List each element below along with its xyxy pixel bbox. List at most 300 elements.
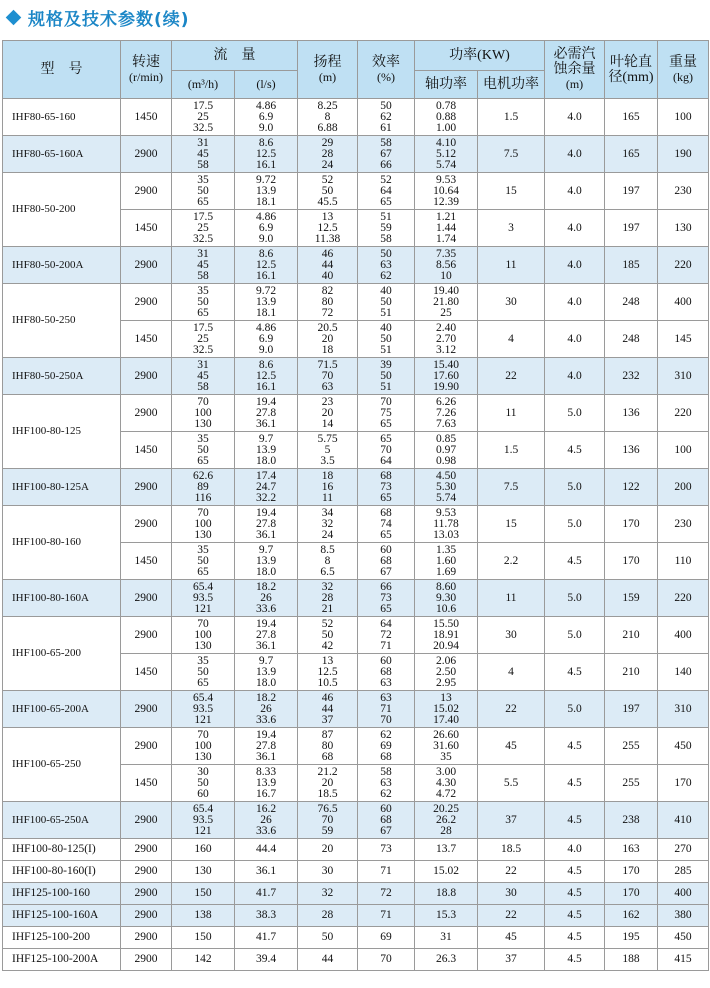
head-cell: 44 (298, 949, 358, 971)
efficiency-cell: 70 (358, 949, 415, 971)
shaft-power-value: 10.64 (433, 184, 459, 197)
flow-m3h-value: 35 (197, 543, 209, 556)
impeller-cell: 136 (605, 432, 658, 469)
head-value: 24 (321, 528, 334, 541)
efficiency-value: 50 (380, 99, 392, 112)
shaft-power-value: 11.78 (433, 517, 459, 530)
flow-m3h-cell (172, 617, 235, 654)
shaft-power-cell (415, 136, 478, 173)
model-cell: IHF80-50-200A (3, 247, 121, 284)
model-cell: IHF100-80-125A (3, 469, 121, 506)
model-cell: IHF100-80-160 (3, 506, 121, 580)
flow-m3h-value: 32.5 (192, 343, 214, 356)
head-value: 13 (321, 654, 334, 667)
efficiency-value: 69 (380, 739, 392, 752)
shaft-power-value: 4.10 (435, 136, 457, 149)
table-row (3, 802, 709, 839)
efficiency-cell (358, 691, 415, 728)
efficiency-value: 68 (380, 506, 392, 519)
flow-m3h-value: 93.5 (192, 702, 214, 715)
efficiency-value: 67 (380, 565, 392, 578)
shaft-power-value: 4.50 (435, 469, 457, 482)
shaft-power-cell (415, 321, 478, 358)
npsh-cell: 4.5 (545, 861, 605, 883)
head-value: 63 (321, 380, 334, 393)
flow-m3h-value: 93.5 (192, 591, 214, 604)
flow-m3h-cell (172, 247, 235, 284)
motor-power-cell: 2.2 (478, 543, 545, 580)
shaft-power-value: 28 (440, 824, 452, 837)
motor-power-cell: 37 (478, 949, 545, 971)
flow-ls-value: 18.0 (255, 676, 277, 689)
head-value: 72 (321, 306, 334, 319)
head-value: 12.5 (317, 665, 338, 678)
head-cell (298, 395, 358, 432)
flow-ls-value: 18.1 (255, 195, 277, 208)
flow-m3h-value: 35 (197, 173, 209, 186)
flow-ls-value: 26 (260, 702, 272, 715)
head-value: 45.5 (317, 195, 338, 208)
head-value: 50 (321, 628, 334, 641)
flow-ls-value: 4.86 (255, 99, 277, 112)
flow-m3h-value: 32.5 (192, 121, 214, 134)
weight-cell: 400 (658, 617, 709, 654)
shaft-power-value: 0.98 (435, 454, 457, 467)
motor-power-cell: 18.5 (478, 839, 545, 861)
flow-m3h-value: 50 (197, 443, 209, 456)
speed-cell: 2900 (121, 617, 172, 654)
motor-power-cell: 22 (478, 905, 545, 927)
efficiency-value: 68 (380, 813, 392, 826)
speed-cell: 1450 (121, 99, 172, 136)
flow-ls-value: 18.2 (255, 580, 277, 593)
speed-cell: 2900 (121, 927, 172, 949)
flow-m3h-cell (172, 284, 235, 321)
head-value: 16 (321, 480, 334, 493)
weight-cell: 230 (658, 173, 709, 210)
flow-m3h-cell: 142 (172, 949, 235, 971)
shaft-power-cell: 13.7 (415, 839, 478, 861)
header-flow-ls: (l/s) (235, 71, 298, 99)
weight-cell: 130 (658, 210, 709, 247)
efficiency-value: 74 (380, 517, 392, 530)
weight-cell: 270 (658, 839, 709, 861)
flow-ls-cell (235, 580, 298, 617)
impeller-cell: 255 (605, 765, 658, 802)
flow-ls-value: 9.7 (258, 432, 274, 445)
head-value: 3.5 (320, 454, 335, 467)
flow-m3h-value: 121 (194, 713, 212, 726)
shaft-power-value: 1.69 (435, 565, 457, 578)
motor-power-cell: 22 (478, 358, 545, 395)
efficiency-cell (358, 432, 415, 469)
efficiency-value: 64 (380, 184, 392, 197)
efficiency-value: 50 (380, 247, 392, 260)
weight-cell: 380 (658, 905, 709, 927)
weight-cell: 200 (658, 469, 709, 506)
flow-m3h-cell (172, 765, 235, 802)
flow-ls-cell: 36.1 (235, 861, 298, 883)
motor-power-cell: 22 (478, 691, 545, 728)
header-speed-unit: (r/min) (129, 69, 163, 84)
diamond-bullet-icon (6, 9, 22, 25)
flow-m3h-value: 121 (194, 824, 212, 837)
weight-cell: 415 (658, 949, 709, 971)
header-npsh-unit: (m) (565, 77, 584, 91)
header-npsh-line2: 蚀余量 (553, 62, 596, 77)
efficiency-value: 64 (380, 454, 392, 467)
head-value: 8 (324, 110, 331, 123)
flow-ls-value: 13.9 (255, 554, 277, 567)
impeller-cell: 170 (605, 861, 658, 883)
motor-power-cell: 1.5 (478, 99, 545, 136)
efficiency-value: 64 (380, 617, 392, 630)
weight-cell: 100 (658, 99, 709, 136)
impeller-cell: 210 (605, 654, 658, 691)
shaft-power-value: 5.30 (435, 480, 457, 493)
flow-ls-value: 6.9 (258, 221, 274, 234)
head-value: 87 (321, 728, 334, 741)
speed-cell: 1450 (121, 432, 172, 469)
head-value: 20 (321, 332, 334, 345)
npsh-cell: 4.5 (545, 654, 605, 691)
weight-cell: 145 (658, 321, 709, 358)
flow-ls-value: 16.2 (255, 802, 277, 815)
flow-ls-value: 4.86 (255, 321, 277, 334)
speed-cell: 1450 (121, 654, 172, 691)
table-row (3, 358, 709, 395)
flow-ls-value: 26 (260, 591, 272, 604)
flow-m3h-value: 35 (197, 432, 209, 445)
flow-ls-value: 12.5 (255, 258, 277, 271)
impeller-cell: 210 (605, 617, 658, 654)
impeller-cell: 136 (605, 395, 658, 432)
head-cell: 50 (298, 927, 358, 949)
weight-cell: 400 (658, 284, 709, 321)
npsh-cell: 5.0 (545, 691, 605, 728)
table-row (3, 99, 709, 136)
head-value: 29 (321, 136, 334, 149)
table-row (3, 580, 709, 617)
npsh-cell: 4.5 (545, 883, 605, 905)
motor-power-cell: 45 (478, 927, 545, 949)
flow-ls-value: 36.1 (255, 639, 277, 652)
flow-m3h-value: 25 (197, 332, 209, 345)
head-cell (298, 432, 358, 469)
shaft-power-cell (415, 506, 478, 543)
flow-m3h-cell: 138 (172, 905, 235, 927)
flow-ls-cell (235, 321, 298, 358)
flow-m3h-cell (172, 136, 235, 173)
header-efficiency (358, 41, 415, 99)
flow-ls-cell (235, 802, 298, 839)
speed-cell: 2900 (121, 949, 172, 971)
shaft-power-value: 7.35 (435, 247, 457, 260)
flow-m3h-cell (172, 395, 235, 432)
table-row (3, 839, 709, 861)
flow-ls-value: 6.9 (258, 332, 274, 345)
speed-cell: 2900 (121, 469, 172, 506)
flow-m3h-value: 100 (194, 739, 212, 752)
flow-ls-value: 32.2 (255, 491, 277, 504)
header-flow-m3h: (m³/h) (172, 71, 235, 99)
efficiency-cell (358, 654, 415, 691)
flow-m3h-value: 65 (197, 676, 209, 689)
efficiency-value: 68 (380, 665, 392, 678)
flow-m3h-value: 130 (194, 417, 212, 430)
page-title: 规格及技术参数(续) (28, 9, 190, 30)
impeller-cell: 197 (605, 210, 658, 247)
header-impeller-line1: 叶轮直 (610, 54, 652, 70)
shaft-power-value: 17.60 (433, 369, 459, 382)
weight-cell: 110 (658, 543, 709, 580)
weight-cell: 410 (658, 802, 709, 839)
flow-ls-value: 12.5 (255, 369, 277, 382)
flow-m3h-value: 65.4 (192, 691, 214, 704)
weight-cell: 190 (658, 136, 709, 173)
flow-m3h-value: 65 (197, 454, 209, 467)
flow-ls-cell (235, 284, 298, 321)
npsh-cell: 4.5 (545, 543, 605, 580)
efficiency-cell (358, 136, 415, 173)
efficiency-value: 73 (380, 591, 392, 604)
shaft-power-cell (415, 432, 478, 469)
efficiency-value: 70 (380, 443, 392, 456)
head-value: 59 (321, 824, 334, 837)
motor-power-cell: 45 (478, 728, 545, 765)
weight-cell: 400 (658, 883, 709, 905)
head-value: 82 (321, 284, 334, 297)
head-value: 44 (321, 258, 334, 271)
efficiency-value: 65 (380, 528, 392, 541)
impeller-cell: 185 (605, 247, 658, 284)
flow-ls-value: 26 (260, 813, 272, 826)
efficiency-cell (358, 469, 415, 506)
shaft-power-cell (415, 395, 478, 432)
flow-ls-cell (235, 728, 298, 765)
flow-ls-value: 17.4 (255, 469, 277, 482)
model-cell: IHF100-80-160(I) (3, 861, 121, 883)
flow-m3h-value: 17.5 (192, 99, 214, 112)
speed-cell: 2900 (121, 580, 172, 617)
head-value: 71.5 (317, 358, 338, 371)
flow-m3h-value: 93.5 (192, 813, 214, 826)
flow-ls-value: 18.0 (255, 565, 277, 578)
efficiency-value: 70 (380, 395, 392, 408)
efficiency-cell (358, 247, 415, 284)
efficiency-value: 71 (380, 639, 392, 652)
head-value: 21.2 (317, 765, 338, 778)
flow-m3h-value: 130 (194, 639, 212, 652)
flow-m3h-cell (172, 210, 235, 247)
flow-ls-value: 16.1 (255, 380, 277, 393)
impeller-cell: 255 (605, 728, 658, 765)
npsh-cell: 4.0 (545, 358, 605, 395)
npsh-cell: 5.0 (545, 617, 605, 654)
flow-m3h-value: 70 (197, 617, 209, 630)
flow-ls-value: 13.9 (255, 443, 277, 456)
flow-m3h-value: 116 (194, 491, 212, 504)
flow-ls-cell (235, 617, 298, 654)
efficiency-cell (358, 173, 415, 210)
table-row (3, 395, 709, 432)
motor-power-cell: 30 (478, 883, 545, 905)
efficiency-cell (358, 802, 415, 839)
shaft-power-value: 19.40 (433, 284, 459, 297)
head-cell (298, 247, 358, 284)
shaft-power-value: 5.12 (435, 147, 457, 160)
npsh-cell: 4.0 (545, 136, 605, 173)
shaft-power-cell (415, 358, 478, 395)
shaft-power-cell (415, 728, 478, 765)
flow-m3h-value: 65 (197, 306, 209, 319)
shaft-power-value: 13.03 (433, 528, 459, 541)
head-cell (298, 321, 358, 358)
speed-cell: 2900 (121, 905, 172, 927)
model-cell: IHF125-100-160 (3, 883, 121, 905)
flow-ls-value: 33.6 (255, 824, 277, 837)
flow-ls-value: 36.1 (255, 417, 277, 430)
impeller-cell: 162 (605, 905, 658, 927)
npsh-cell: 5.0 (545, 506, 605, 543)
efficiency-value: 68 (380, 469, 392, 482)
flow-m3h-cell (172, 543, 235, 580)
efficiency-cell (358, 210, 415, 247)
head-cell (298, 691, 358, 728)
shaft-power-value: 1.00 (435, 121, 457, 134)
model-cell: IHF100-80-125 (3, 395, 121, 469)
head-value: 28 (321, 591, 334, 604)
flow-m3h-value: 65.4 (192, 580, 214, 593)
efficiency-value: 58 (380, 232, 392, 245)
efficiency-value: 62 (380, 269, 392, 282)
efficiency-cell (358, 99, 415, 136)
head-value: 6.88 (317, 121, 338, 134)
shaft-power-value: 31.60 (433, 739, 459, 752)
shaft-power-value: 1.60 (435, 554, 457, 567)
flow-m3h-value: 25 (197, 221, 209, 234)
head-cell: 28 (298, 905, 358, 927)
shaft-power-value: 5.74 (435, 491, 457, 504)
head-value: 20 (321, 406, 334, 419)
table-row (3, 861, 709, 883)
head-value: 8.25 (317, 99, 338, 112)
model-cell: IHF80-50-250A (3, 358, 121, 395)
npsh-cell: 4.5 (545, 432, 605, 469)
flow-m3h-value: 35 (197, 284, 209, 297)
efficiency-value: 65 (380, 195, 392, 208)
head-value: 42 (321, 639, 334, 652)
flow-ls-value: 9.0 (258, 343, 274, 356)
head-cell (298, 173, 358, 210)
efficiency-value: 65 (380, 602, 392, 615)
shaft-power-value: 13 (440, 691, 452, 704)
header-efficiency-unit: (%) (377, 69, 395, 84)
efficiency-value: 63 (380, 676, 392, 689)
flow-m3h-cell (172, 654, 235, 691)
efficiency-value: 51 (380, 210, 392, 223)
shaft-power-value: 4.72 (435, 787, 457, 800)
model-cell: IHF125-100-200A (3, 949, 121, 971)
shaft-power-value: 1.44 (435, 221, 457, 234)
spec-table (2, 40, 709, 971)
impeller-cell: 197 (605, 173, 658, 210)
efficiency-value: 58 (380, 765, 392, 778)
head-value: 12.5 (317, 221, 338, 234)
flow-ls-value: 18.1 (255, 306, 277, 319)
model-cell: IHF80-50-250 (3, 284, 121, 358)
shaft-power-value: 8.60 (435, 580, 457, 593)
efficiency-cell: 69 (358, 927, 415, 949)
shaft-power-value: 10.6 (435, 602, 457, 615)
flow-m3h-value: 17.5 (192, 210, 214, 223)
shaft-power-value: 10 (440, 269, 452, 282)
shaft-power-cell (415, 284, 478, 321)
head-value: 46 (321, 247, 334, 260)
flow-ls-value: 9.0 (258, 232, 274, 245)
speed-cell: 1450 (121, 543, 172, 580)
speed-cell: 2900 (121, 136, 172, 173)
table-row (3, 136, 709, 173)
flow-ls-value: 16.1 (255, 269, 277, 282)
impeller-cell: 188 (605, 949, 658, 971)
shaft-power-value: 21.80 (433, 295, 459, 308)
weight-cell: 100 (658, 432, 709, 469)
head-value: 50 (321, 184, 334, 197)
efficiency-value: 51 (380, 343, 392, 356)
model-cell: IHF100-80-125(I) (3, 839, 121, 861)
shaft-power-cell: 15.3 (415, 905, 478, 927)
shaft-power-value: 26.60 (433, 728, 459, 741)
shaft-power-value: 19.90 (433, 380, 459, 393)
flow-m3h-value: 31 (197, 358, 209, 371)
motor-power-cell: 7.5 (478, 469, 545, 506)
flow-m3h-value: 121 (194, 602, 212, 615)
efficiency-value: 52 (380, 173, 392, 186)
head-cell (298, 99, 358, 136)
flow-ls-cell: 44.4 (235, 839, 298, 861)
head-cell (298, 580, 358, 617)
model-cell: IHF100-65-250 (3, 728, 121, 802)
efficiency-value: 65 (380, 432, 392, 445)
impeller-cell: 248 (605, 321, 658, 358)
weight-cell: 285 (658, 861, 709, 883)
flow-ls-value: 27.8 (255, 406, 277, 419)
flow-ls-value: 16.7 (255, 787, 277, 800)
motor-power-cell: 5.5 (478, 765, 545, 802)
shaft-power-value: 1.74 (435, 232, 457, 245)
flow-ls-value: 4.86 (255, 210, 277, 223)
npsh-cell: 4.5 (545, 728, 605, 765)
head-value: 40 (321, 269, 334, 282)
flow-m3h-cell (172, 358, 235, 395)
flow-ls-cell (235, 136, 298, 173)
table-row (3, 617, 709, 654)
motor-power-cell: 3 (478, 210, 545, 247)
table-header (3, 41, 709, 99)
motor-power-cell: 4 (478, 654, 545, 691)
shaft-power-value: 2.95 (435, 676, 457, 689)
efficiency-cell (358, 580, 415, 617)
efficiency-value: 50 (380, 332, 392, 345)
flow-ls-cell: 38.3 (235, 905, 298, 927)
shaft-power-cell: 31 (415, 927, 478, 949)
header-npsh (545, 41, 605, 99)
npsh-cell: 4.5 (545, 905, 605, 927)
flow-m3h-value: 58 (197, 269, 209, 282)
efficiency-value: 39 (380, 358, 392, 371)
table-row (3, 949, 709, 971)
